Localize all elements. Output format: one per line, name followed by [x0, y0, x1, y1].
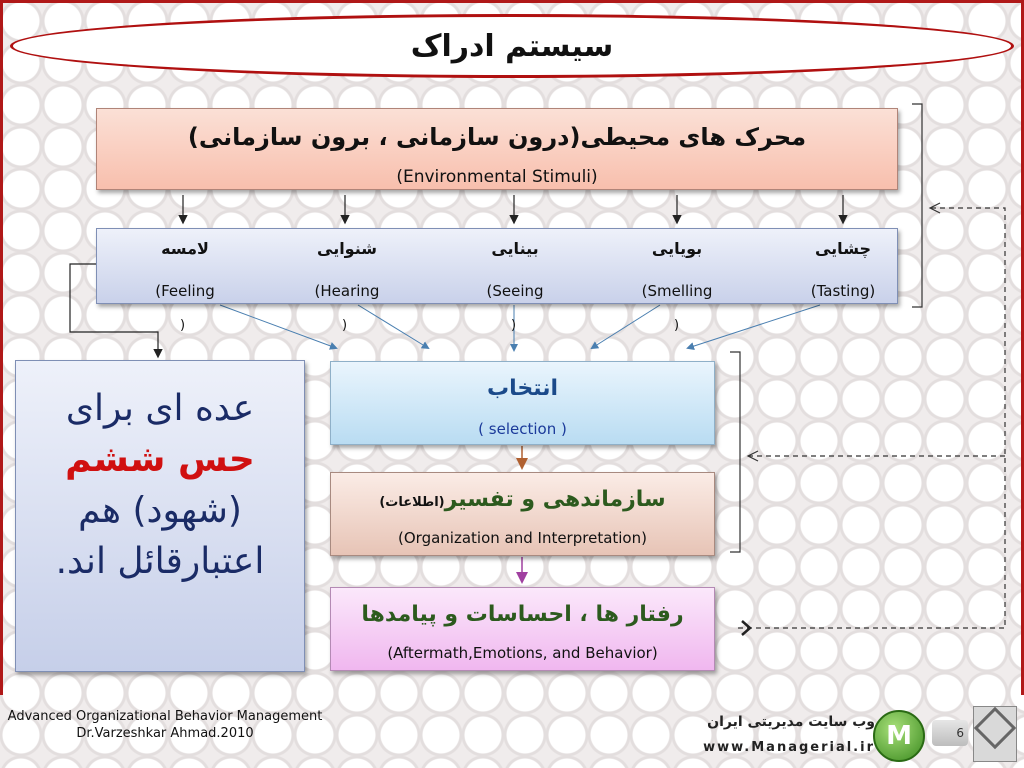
sense-tasting — [783, 239, 903, 300]
sense-label-en: (Tasting) — [810, 282, 876, 300]
paren-seeing: ) — [511, 318, 517, 333]
organization-title-small: (اطلاعات) — [379, 495, 445, 510]
page-number: 6 — [932, 720, 968, 746]
sense-label-en: (Seeing — [486, 282, 544, 300]
sense-label-en: (Smelling — [641, 282, 713, 300]
sense-label-fa: بویایی — [651, 239, 703, 258]
sixth-sense-line-1: عده ای برای — [65, 388, 255, 429]
selection-title-fa: انتخاب — [486, 376, 558, 401]
sense-hearing — [287, 239, 407, 300]
sense-label-fa: چشایی — [814, 239, 871, 258]
sixth-sense-box — [15, 360, 305, 672]
sense-label-en: (Feeling — [155, 282, 215, 300]
sense-smelling — [617, 239, 737, 300]
stimuli-title-fa: محرک های محیطی(درون سازمانی ، برون سازمانی) — [187, 123, 807, 151]
brand-bar — [695, 706, 1015, 762]
sixth-sense-line-4: اعتبارقائل اند. — [55, 541, 265, 582]
selection-title-en: ( selection ) — [478, 420, 567, 438]
university-emblem-icon — [973, 706, 1017, 762]
slide-title: سیستم ادراک — [410, 28, 614, 64]
stimuli-title-en: (Environmental Stimuli) — [396, 167, 598, 187]
sense-label-fa: بینایی — [491, 239, 539, 258]
sense-feeling — [125, 239, 245, 300]
aftermath-box — [330, 587, 715, 671]
organization-title-en: (Organization and Interpretation) — [398, 529, 647, 547]
aftermath-title-fa: رفتار ها ، احساسات و پیامدها — [361, 602, 684, 627]
organization-box — [330, 472, 715, 556]
senses-box — [96, 228, 898, 304]
sixth-sense-line-3: (شهود) هم — [78, 490, 242, 531]
brand-name-fa: وب سایت مدیریتی ایران — [707, 714, 875, 730]
sixth-sense-text — [26, 383, 294, 587]
top-bracket — [912, 104, 922, 307]
senses-to-selection-arrows — [220, 305, 820, 350]
paren-smelling: ) — [674, 318, 680, 333]
footer-credit — [0, 708, 330, 742]
brand-url[interactable]: www.Managerial.ir — [703, 740, 875, 755]
selection-box — [330, 361, 715, 445]
organization-title-fa — [331, 487, 714, 512]
footer-line-2: Dr.Varzeshkar Ahmad.2010 — [76, 726, 254, 741]
environmental-stimuli-box — [96, 108, 898, 190]
managerial-logo-icon: M — [873, 710, 925, 762]
stimuli-to-senses-arrows — [183, 195, 843, 222]
footer-line-1: Advanced Organizational Behavior Management — [7, 709, 323, 724]
sense-seeing — [455, 239, 575, 300]
sense-label-en: (Hearing — [314, 282, 380, 300]
aftermath-title-en: (Aftermath,Emotions, and Behavior) — [387, 644, 658, 662]
paren-hearing: ) — [342, 318, 348, 333]
middle-bracket — [730, 352, 740, 552]
organization-title-main: سازماندهی و تفسیر — [444, 487, 666, 512]
sense-label-fa: شنوایی — [317, 239, 377, 258]
sixth-sense-line-2: حس ششم — [65, 439, 255, 480]
paren-feeling: ) — [180, 318, 186, 333]
sense-label-fa: لامسه — [161, 239, 209, 258]
